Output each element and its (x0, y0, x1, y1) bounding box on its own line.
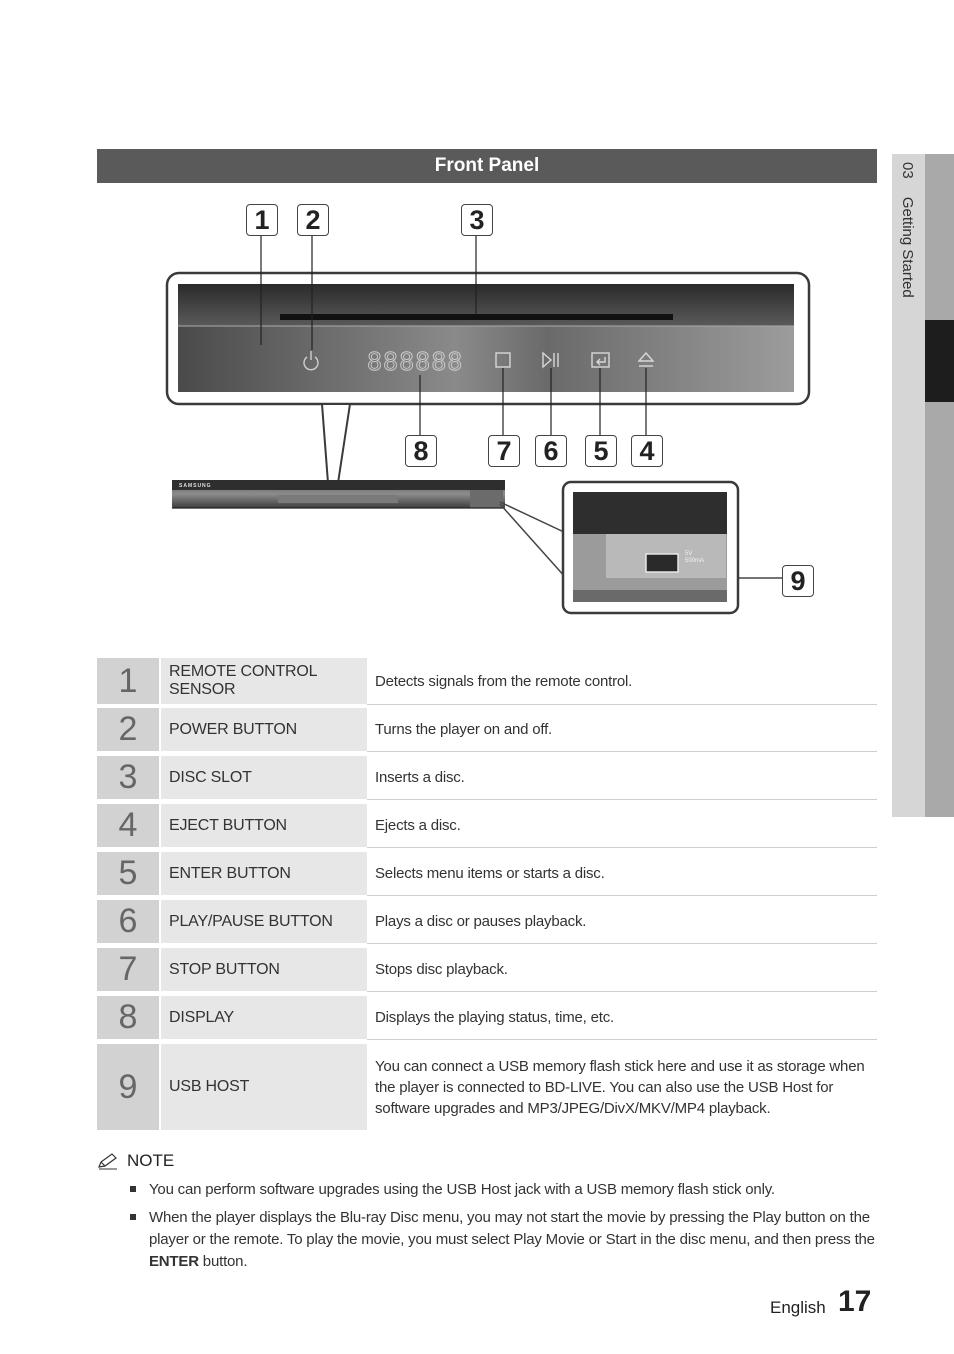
row-name: PLAY/PAUSE BUTTON (161, 900, 367, 943)
row-description: Selects menu items or starts a disc. (375, 865, 605, 882)
row-number: 8 (97, 996, 159, 1039)
side-tab-marker (925, 320, 954, 402)
callout-2: 2 (297, 204, 329, 236)
row-name: POWER BUTTON (161, 708, 367, 751)
row-name: REMOTE CONTROL SENSOR (161, 658, 367, 704)
callout-3: 3 (461, 204, 493, 236)
row-number: 1 (97, 658, 159, 704)
pencil-icon (97, 1152, 119, 1170)
table-row (97, 900, 877, 943)
usb-voltage-label: 5V (685, 551, 693, 557)
row-description: Plays a disc or pauses playback. (375, 913, 587, 930)
note-text (149, 1207, 878, 1273)
table-row (97, 1044, 877, 1130)
row-name: STOP BUTTON (161, 948, 367, 991)
note-text-main: When the player displays the Blu-ray Disc menu, you may not start the movie by pressing the Play button on the player or the remote. To play the movie, you must select Play Movie or Start in the disc menu, and then press the (149, 1209, 875, 1248)
row-description: Displays the playing status, time, etc. (375, 1009, 614, 1026)
table-row (97, 948, 877, 991)
table-row (97, 756, 877, 799)
bullet-icon (130, 1214, 136, 1220)
note-heading (97, 1151, 174, 1171)
callout-6: 6 (535, 435, 567, 467)
callout-1: 1 (246, 204, 278, 236)
row-number: 5 (97, 852, 159, 895)
note-text: You can perform software upgrades using the USB Host jack with a USB memory flash stick only. (149, 1181, 775, 1198)
bullet-icon (130, 1186, 136, 1192)
table-row (97, 804, 877, 847)
callout-7: 7 (488, 435, 520, 467)
page-number: 17 (838, 1285, 872, 1318)
zoom-connector (322, 404, 350, 483)
note-title: NOTE (127, 1151, 175, 1170)
callout-5: 5 (585, 435, 617, 467)
brand-logo: SAMSUNG (179, 483, 212, 489)
callout-9: 9 (782, 565, 814, 597)
row-name: ENTER BUTTON (161, 852, 367, 895)
row-number: 6 (97, 900, 159, 943)
row-number: 2 (97, 708, 159, 751)
callout-8: 8 (405, 435, 437, 467)
row-name: USB HOST (161, 1044, 367, 1130)
row-description: Turns the player on and off. (375, 721, 553, 738)
row-name: DISPLAY (161, 996, 367, 1039)
table-row (97, 852, 877, 895)
row-number: 4 (97, 804, 159, 847)
note-item (130, 1207, 878, 1273)
table-row (97, 658, 877, 704)
row-description: Detects signals from the remote control. (375, 672, 633, 690)
row-description: Ejects a disc. (375, 817, 461, 834)
front-panel-drawing (160, 195, 840, 645)
note-text-tail: button. (198, 1253, 248, 1270)
front-panel-illustration (160, 195, 840, 645)
section-title: Front Panel (97, 149, 877, 183)
side-tab-strip (925, 154, 954, 817)
chapter-label (899, 162, 916, 298)
row-description: You can connect a USB memory flash stick here and use it as storage when the player is connected to BD-LIVE. You can also use the USB Host for software upgrades and MP3/JPEG/DivX/MKV/MP4 playback. (375, 1057, 865, 1117)
note-text-bold: ENTER (149, 1253, 199, 1270)
table-row (97, 708, 877, 751)
row-name: DISC SLOT (161, 756, 367, 799)
usb-current-label: 500mA (685, 558, 705, 564)
display-digits: 888888 (367, 347, 464, 376)
chapter-title: Getting Started (899, 196, 916, 298)
row-description: Stops disc playback. (375, 961, 508, 978)
chapter-number: 03 (899, 162, 916, 179)
usb-port (646, 554, 678, 572)
row-description: Inserts a disc. (375, 769, 465, 786)
row-number: 7 (97, 948, 159, 991)
footer-language: English (770, 1298, 826, 1317)
row-number: 3 (97, 756, 159, 799)
callout-4: 4 (631, 435, 663, 467)
row-name: EJECT BUTTON (161, 804, 367, 847)
row-number: 9 (97, 1044, 159, 1130)
note-item (130, 1179, 878, 1201)
table-row (97, 996, 877, 1039)
player-body (172, 480, 505, 508)
